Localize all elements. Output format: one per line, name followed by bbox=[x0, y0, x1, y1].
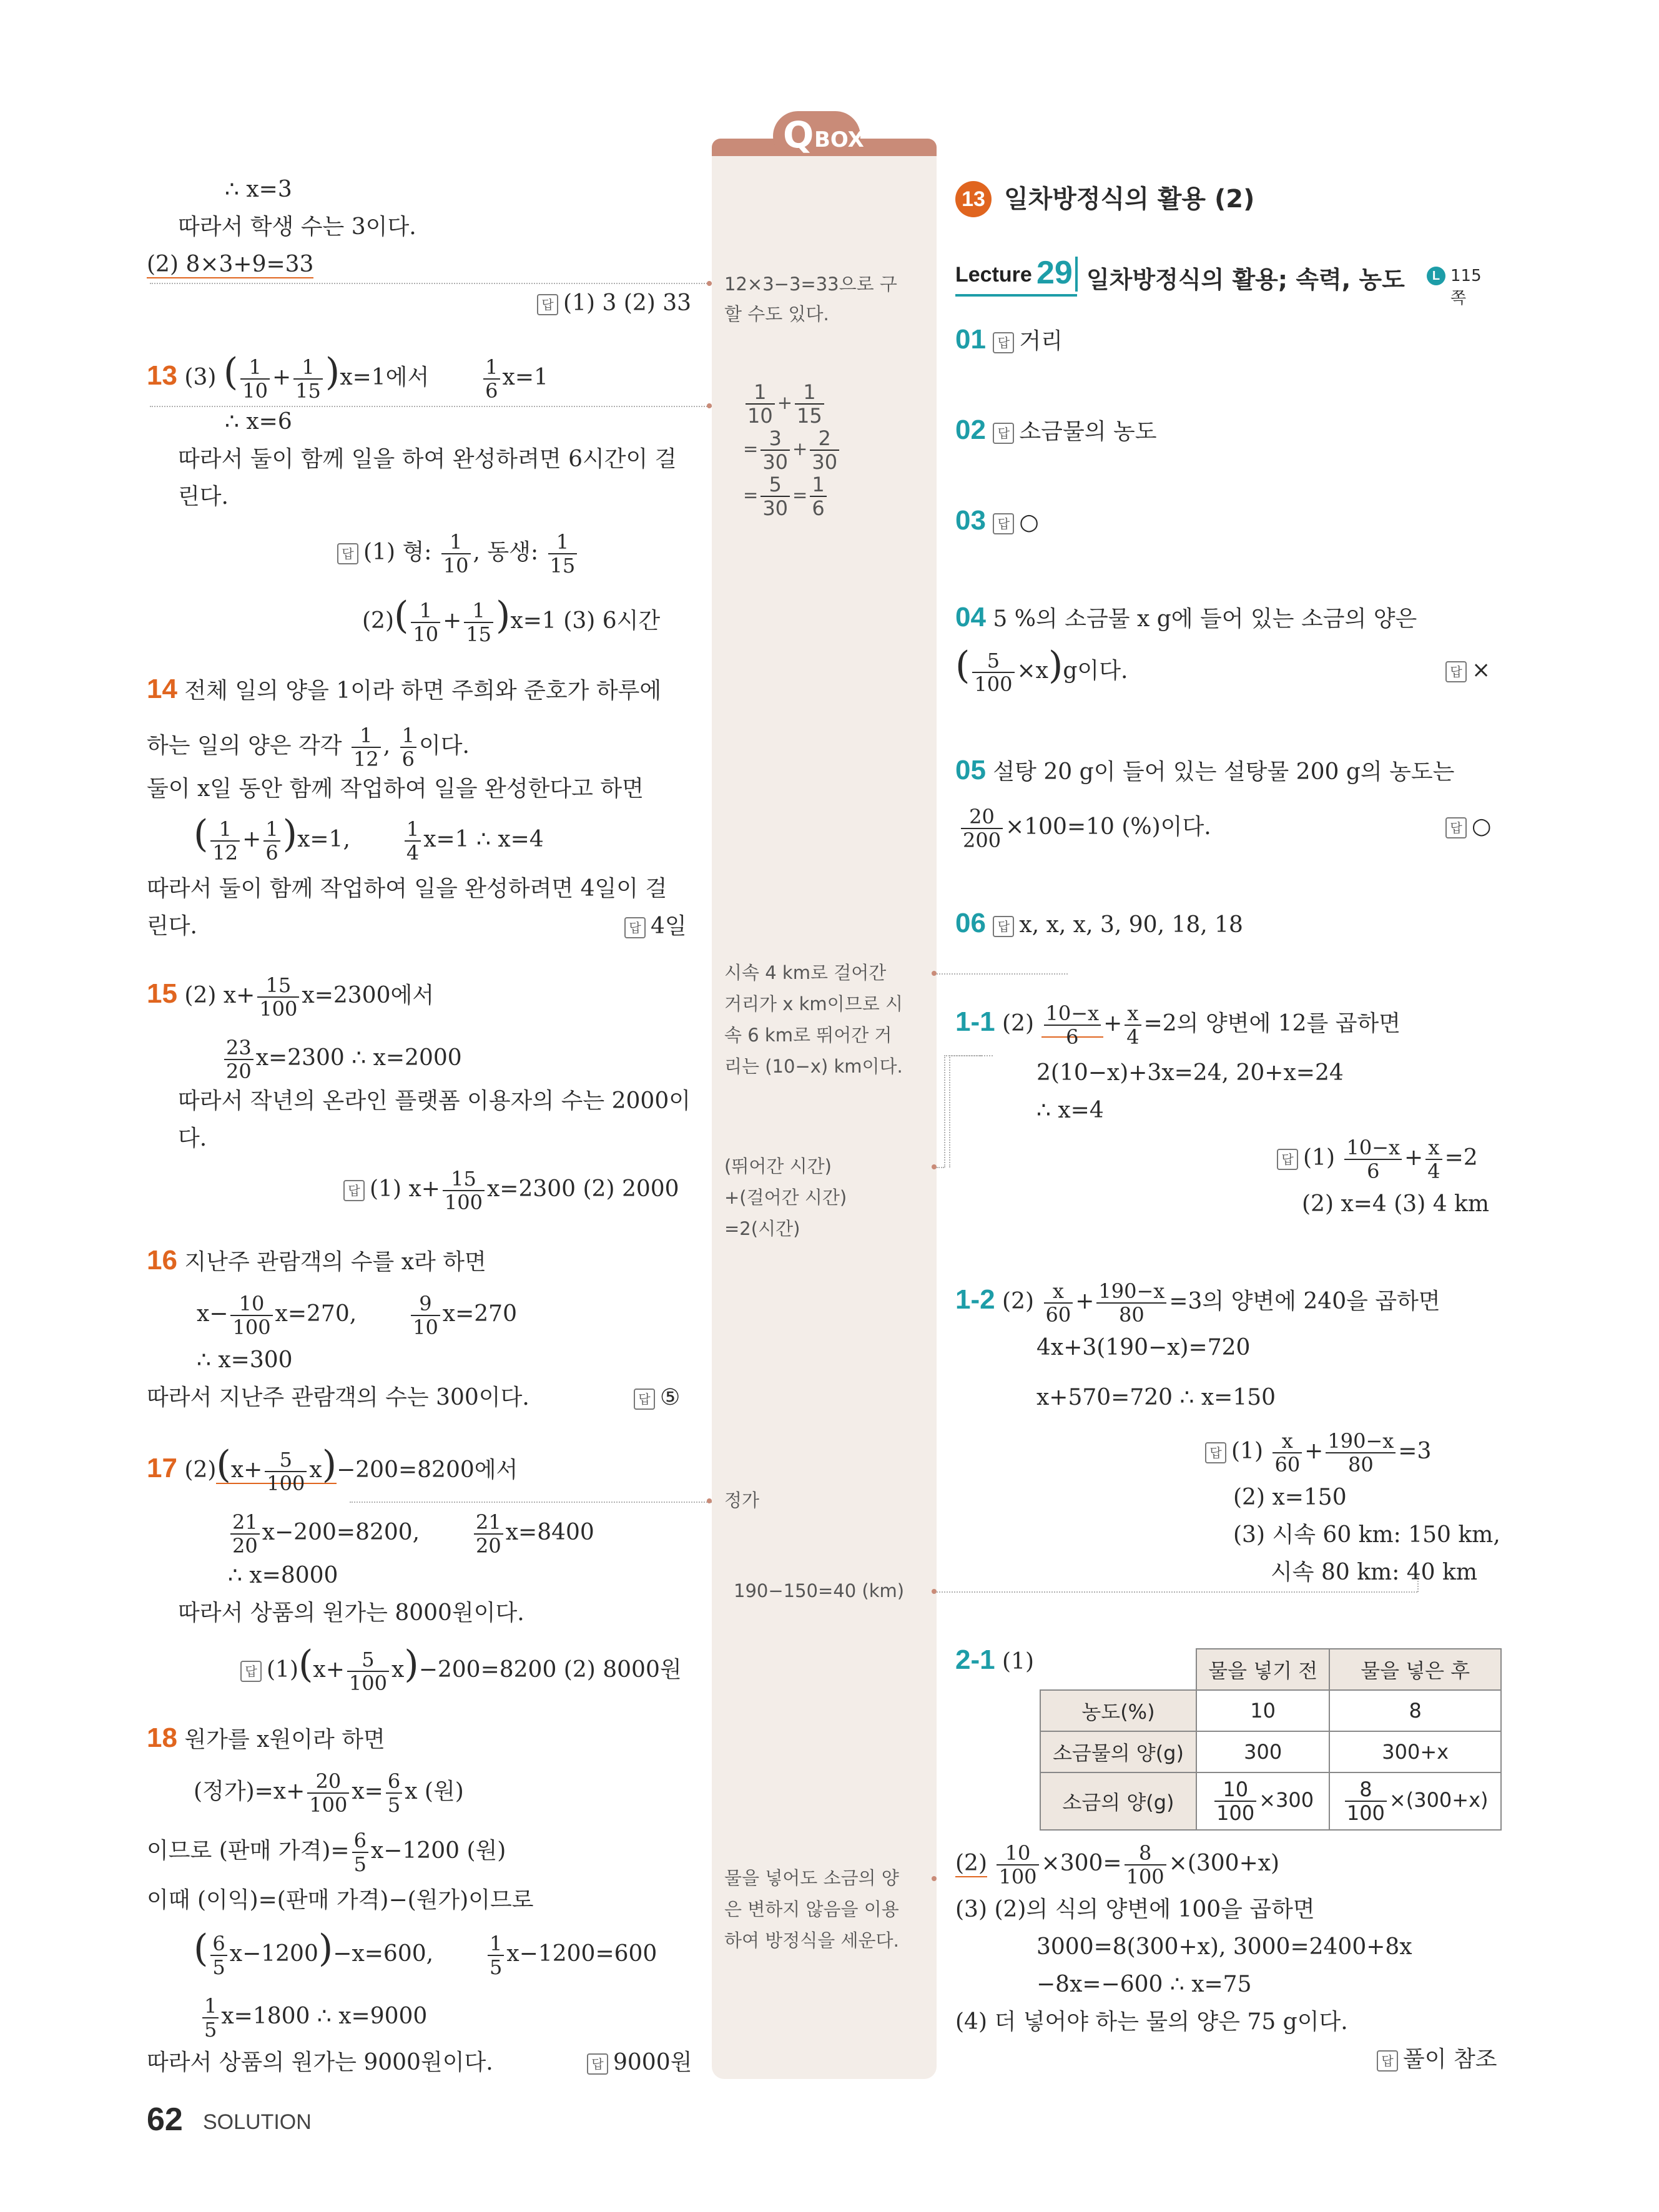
note-2: $\frac{1}{10}$ + $\frac{1}{15}$ = $\frac{3}{30}$ + $\frac{2}{30}$ = $\frac{5}{30}$ = $\frac{1}{6}$ bbox=[743, 381, 842, 519]
p15-e: 다. bbox=[178, 1126, 207, 1151]
p13-g-line bbox=[337, 531, 579, 577]
p18-a: 원가를 x원이라 하면 bbox=[184, 1727, 385, 1752]
p21-e: (3) (2)의 식의 양변에 100을 곱하면 bbox=[955, 1897, 1315, 1922]
note-dot bbox=[707, 403, 712, 408]
q06-number: 06 bbox=[955, 908, 986, 938]
qbox-badge bbox=[773, 111, 864, 161]
frac-5-100: $\frac{5}{100}$ bbox=[972, 649, 1014, 696]
p18-j-line bbox=[200, 1995, 427, 2041]
frac-1-10: $\frac{1}{10}$ bbox=[240, 356, 270, 402]
problem-18-line1 bbox=[147, 1723, 385, 1755]
q05-number: 05 bbox=[955, 755, 986, 785]
frac-15-100: $\frac{15}{100}$ bbox=[443, 1167, 485, 1214]
p16-f: 따라서 지난주 관람객의 수는 300이다. bbox=[147, 1385, 529, 1410]
p18-b: (정가)=x+ bbox=[194, 1779, 305, 1804]
note-6-leader bbox=[937, 1591, 1417, 1593]
q04-number: 04 bbox=[955, 602, 986, 632]
frac-5-100: $\frac{5}{100}$ bbox=[347, 1648, 389, 1694]
p16-d: x=270 bbox=[442, 1301, 517, 1327]
note-3b: 거리가 x km이므로 시 bbox=[724, 993, 903, 1015]
p16-b-line bbox=[197, 1292, 517, 1339]
table-header: 물을 넣기 전 bbox=[1196, 1649, 1329, 1690]
a02: 소금물의 농도 bbox=[1019, 419, 1157, 445]
lecture-page: 115쪽 bbox=[1450, 267, 1482, 308]
p17-underlined: (x+ $\frac{5}{100}$ x) bbox=[216, 1443, 337, 1495]
note-dot bbox=[707, 1498, 712, 1503]
left-l4-text: (1) 3 (2) 33 bbox=[563, 290, 692, 316]
p21-h: (4) 더 넣어야 하는 물의 양은 75 g이다. bbox=[955, 2009, 1348, 2035]
p17-c: x−200=8200, bbox=[262, 1520, 420, 1545]
note-dot bbox=[932, 1164, 937, 1169]
p11-c: 2(10−x)+3x=24, 20+x=24 bbox=[1036, 1060, 1344, 1086]
note-4c: =2(시간) bbox=[724, 1218, 800, 1239]
answer-mark: 답 bbox=[587, 2053, 608, 2075]
p21-a: (1) bbox=[1002, 1649, 1035, 1674]
note-6: 190−150=40 (km) bbox=[734, 1580, 905, 1601]
p18-l-line bbox=[587, 2048, 692, 2078]
p14-b-line: 하는 일의 양은 각각 $\frac{1}{12}$ , $\frac{1}{6}$ 이다. bbox=[147, 724, 470, 771]
p18-l: 9000원 bbox=[613, 2050, 692, 2075]
problem-13-number: 13 bbox=[147, 360, 177, 391]
q04-b-line: ( $\frac{5}{100}$ ×x)g이다. bbox=[955, 644, 1128, 696]
p15-d: 따라서 작년의 온라인 플랫폼 이용자의 수는 2000이 bbox=[178, 1088, 691, 1114]
note-7a: 물을 넣어도 소금의 양 bbox=[724, 1867, 899, 1889]
p17-g: (1) bbox=[267, 1657, 298, 1683]
p11-g: (2) x=4 (3) 4 km bbox=[1302, 1191, 1489, 1217]
p12-a: (2) bbox=[1002, 1289, 1035, 1314]
p14-b: 하는 일의 양은 각각 bbox=[147, 733, 342, 759]
left-l1: ∴ x=3 bbox=[225, 177, 292, 202]
table-row bbox=[1040, 1731, 1501, 1772]
p12-line: 1-2 (2) $\frac{x}{60}$ + $\frac{190-x}{80}$ =3의 양변에 240을 곱하면 bbox=[955, 1279, 1440, 1327]
qbox-box: BOX bbox=[814, 127, 864, 152]
q05-b: ×100=10 (%)이다. bbox=[1005, 814, 1211, 840]
p15-a: (2) x+ bbox=[184, 983, 255, 1008]
note-1b: 할 수도 있다. bbox=[724, 303, 829, 325]
answer-mark: 답 bbox=[993, 423, 1014, 444]
left-l4 bbox=[537, 288, 691, 318]
p18-k: 따라서 상품의 원가는 9000원이다. bbox=[147, 2050, 493, 2075]
p18-f: x−1200 (원) bbox=[370, 1838, 506, 1864]
table-row-label: 소금의 양(g) bbox=[1040, 1772, 1196, 1830]
p11-a: (2) bbox=[1002, 1011, 1035, 1036]
p13-j: x=1 (3) 6시간 bbox=[510, 608, 661, 634]
p17-leader bbox=[350, 1502, 712, 1503]
p14-e: x=1, bbox=[297, 827, 350, 852]
frac-6-5: $\frac{6}{5}$ bbox=[210, 1932, 227, 1979]
problem-14-line1 bbox=[147, 674, 661, 706]
p18-b-line bbox=[194, 1770, 464, 1816]
answer-mark: 답 bbox=[1205, 1442, 1226, 1463]
frac-190mx-80: $\frac{190-x}{80}$ bbox=[1096, 1280, 1166, 1326]
p17-h: −200=8200 (2) 8000원 bbox=[418, 1657, 682, 1683]
table-row bbox=[1040, 1649, 1501, 1690]
note-dot bbox=[707, 281, 712, 286]
p16-a: 지난주 관람객의 수를 x라 하면 bbox=[184, 1249, 486, 1275]
a01: 거리 bbox=[1019, 328, 1063, 354]
q05-line bbox=[955, 755, 1454, 787]
frac-6-5: $\frac{6}{5}$ bbox=[386, 1770, 402, 1816]
answer-mark: 답 bbox=[1277, 1149, 1298, 1170]
table-cell: 300 bbox=[1196, 1731, 1329, 1772]
answer-mark: 답 bbox=[1445, 661, 1467, 682]
table-row-label: 소금물의 양(g) bbox=[1040, 1731, 1196, 1772]
answer-mark: 답 bbox=[537, 294, 558, 315]
table-cell bbox=[1329, 1772, 1501, 1830]
p13-d: ∴ x=6 bbox=[225, 409, 292, 435]
p13-c: x=1 bbox=[502, 365, 548, 390]
frac-1-10: $\frac{1}{10}$ bbox=[746, 381, 775, 427]
p17-f: 따라서 상품의 원가는 8000원이다. bbox=[178, 1600, 524, 1626]
p11-e-line: 답 (1) $\frac{10-x}{6}$ + $\frac{x}{4}$ =2 bbox=[1277, 1136, 1478, 1182]
p12-i-text: 시속 80 km: 40 km bbox=[1271, 1560, 1477, 1585]
p17-b: −200=8200에서 bbox=[337, 1457, 518, 1483]
table-cell-text: ×(300+x) bbox=[1389, 1788, 1489, 1812]
frac-23-20: $\frac{23}{20}$ bbox=[224, 1036, 254, 1083]
table-row bbox=[1040, 1690, 1501, 1731]
frac-1-5: $\frac{1}{5}$ bbox=[488, 1932, 504, 1979]
problem-13-line1: 13 (3) ( $\frac{1}{10}$ + $\frac{1}{15}$ )x=1에서 $\frac{1}{6}$ x=1 bbox=[147, 350, 548, 403]
p12-e: (1) bbox=[1231, 1438, 1263, 1464]
p18-e: 이므로 (판매 가격)= bbox=[147, 1838, 350, 1864]
answer-mark: 답 bbox=[1445, 817, 1467, 838]
p12-i bbox=[1271, 1558, 1477, 1588]
frac-10mx-6: $\frac{10-x}{6}$ bbox=[1344, 1136, 1402, 1182]
q01-line bbox=[955, 325, 1063, 356]
p14-d: 둘이 x일 동안 함께 작업하여 일을 완성한다고 하면 bbox=[147, 776, 644, 802]
frac-x-60: $\frac{x}{60}$ bbox=[1044, 1280, 1073, 1326]
problem-15-number: 15 bbox=[147, 978, 177, 1009]
concentration-table bbox=[1040, 1648, 1502, 1831]
p12-d: x+570=720 ∴ x=150 bbox=[1036, 1385, 1276, 1410]
table-cell: 8 bbox=[1329, 1690, 1501, 1731]
lecture-title: 일차방정식의 활용; 속력, 농도 bbox=[1086, 266, 1405, 293]
p15-f: (1) x+ bbox=[370, 1176, 440, 1202]
p21-f: 3000=8(300+x), 3000=2400+8x bbox=[1036, 1934, 1412, 1960]
frac-1-6: $\frac{1}{6}$ bbox=[263, 818, 280, 864]
left-l3 bbox=[147, 250, 313, 280]
page-number: 62 bbox=[147, 2101, 183, 2138]
p18-h: −x=600, bbox=[333, 1941, 434, 1967]
answer-mark: 답 bbox=[993, 513, 1014, 534]
frac-1-15: $\frac{1}{15}$ bbox=[293, 356, 323, 402]
p12-g: (2) x=150 bbox=[1233, 1485, 1347, 1510]
problem-17-line1 bbox=[147, 1443, 518, 1495]
p12-h: (3) 시속 60 km: 150 km, bbox=[1233, 1522, 1500, 1548]
note-1a: 12×3−3=33으로 구 bbox=[724, 273, 897, 295]
p16-c: x=270, bbox=[275, 1301, 357, 1327]
section-number: 13 bbox=[962, 187, 985, 211]
lecture-label: Lecture bbox=[955, 263, 1032, 287]
p14-a: 전체 일의 양을 1이라 하면 주희와 준호가 하루에 bbox=[184, 678, 662, 704]
p21-g: −8x=−600 ∴ x=75 bbox=[1036, 1972, 1252, 1997]
note-3a: 시속 4 km로 걸어간 bbox=[724, 962, 887, 983]
p14-e-line: ( $\frac{1}{12}$ + $\frac{1}{6}$ )x=1, $\frac{1}{4}$ x=1 ∴ x=4 bbox=[194, 812, 544, 865]
p11-underlined bbox=[1041, 1001, 1104, 1049]
p18-h-line: ( $\frac{6}{5}$ x−1200)−x=600, $\frac{1}{5}$ x−1200=600 bbox=[194, 1927, 657, 1979]
problem-18-number: 18 bbox=[147, 1723, 177, 1753]
note-7c: 하여 방정식을 세운다. bbox=[724, 1930, 899, 1951]
p14-h: 린다. bbox=[147, 913, 197, 939]
q04-a: 5 %의 소금물 x g에 들어 있는 소금의 양은 bbox=[993, 606, 1417, 632]
p11-e: (1) bbox=[1303, 1145, 1335, 1171]
lecture-underline bbox=[955, 294, 1077, 297]
frac-1-12: $\frac{1}{12}$ bbox=[210, 818, 240, 864]
table-row-label: 농도(%) bbox=[1040, 1690, 1196, 1731]
p11-line: 1-1 (2) $\frac{10-x}{6}$ + $\frac{x}{4}$ =2의 양변에 12를 곱하면 bbox=[955, 1001, 1401, 1049]
frac-21-20: $\frac{21}{20}$ bbox=[230, 1511, 260, 1557]
frac-x-4: $\frac{x}{4}$ bbox=[1125, 1002, 1141, 1048]
note-dot bbox=[932, 1589, 937, 1594]
p18-i: x−1200=600 bbox=[506, 1941, 657, 1967]
note-4a: (뛰어간 시간) bbox=[724, 1156, 832, 1177]
answer-mark: 답 bbox=[624, 917, 646, 938]
left-l3-text: (2) 8×3+9=33 bbox=[147, 252, 314, 277]
note-3-leader bbox=[937, 973, 1068, 975]
p11-number: 1-1 bbox=[955, 1006, 995, 1037]
note-5: 정가 bbox=[724, 1490, 760, 1511]
answer-mark: 답 bbox=[634, 1389, 655, 1410]
p17-c-line bbox=[228, 1511, 594, 1557]
p17-e: ∴ x=8000 bbox=[228, 1563, 338, 1588]
frac-10-100: $\frac{10}{100}$ bbox=[1214, 1778, 1256, 1824]
frac-1-6: $\frac{1}{6}$ bbox=[810, 473, 826, 519]
frac-5-30: $\frac{5}{30}$ bbox=[761, 473, 790, 519]
lecture-number: 29 bbox=[1036, 255, 1073, 291]
frac-1-10: $\frac{1}{10}$ bbox=[441, 531, 471, 577]
p15-f-line bbox=[343, 1167, 679, 1214]
problem-15-line1 bbox=[147, 974, 434, 1020]
frac-10-100: $\frac{10}{100}$ bbox=[230, 1292, 272, 1339]
frac-1-15: $\frac{1}{15}$ bbox=[548, 531, 578, 577]
frac-10mx-6: $\frac{10-x}{6}$ bbox=[1044, 1002, 1101, 1048]
p15-c: x=2300 ∴ x=2000 bbox=[255, 1045, 462, 1071]
q05-a: 설탕 20 g이 들어 있는 설탕물 200 g의 농도는 bbox=[993, 759, 1455, 785]
p21-number: 2-1 bbox=[955, 1644, 995, 1675]
p12-f: =3 bbox=[1398, 1438, 1432, 1464]
note-3c: 속 6 km로 뛰어간 거 bbox=[724, 1025, 892, 1046]
a05: ○ bbox=[1472, 814, 1492, 839]
frac-20-100: $\frac{20}{100}$ bbox=[307, 1770, 349, 1816]
q03-line bbox=[955, 506, 1039, 538]
p21-b-line bbox=[955, 1842, 1279, 1888]
p16-e: ∴ x=300 bbox=[197, 1347, 293, 1373]
p15-c-line bbox=[222, 1036, 462, 1083]
frac-1-10: $\frac{1}{10}$ bbox=[411, 599, 440, 646]
p13-a: (3) bbox=[184, 365, 217, 390]
problem-16-line1 bbox=[147, 1246, 486, 1277]
frac-10-100: $\frac{10}{100}$ bbox=[997, 1842, 1038, 1888]
p11-vleader bbox=[949, 1055, 950, 1167]
table-cell-text: ×300 bbox=[1259, 1788, 1314, 1812]
footer-label: SOLUTION bbox=[203, 2110, 312, 2134]
p11-d: ∴ x=4 bbox=[1036, 1098, 1104, 1123]
p18-e-line bbox=[147, 1829, 506, 1875]
p18-g: 이때 (이익)=(판매 가격)−(원가)이므로 bbox=[147, 1887, 534, 1913]
frac-9-10: $\frac{9}{10}$ bbox=[411, 1292, 440, 1339]
p17-g-line: 답 (1)(x+ $\frac{5}{100}$ x)−200=8200 (2) 8000원 bbox=[240, 1648, 682, 1694]
p14-g: 따라서 둘이 함께 작업하여 일을 완성하려면 4일이 걸 bbox=[147, 876, 667, 902]
frac-5-100: $\frac{5}{100}$ bbox=[265, 1448, 307, 1495]
frac-1-5: $\frac{1}{5}$ bbox=[202, 1995, 219, 2041]
q05-b-line bbox=[958, 805, 1211, 852]
frac-x-4: $\frac{x}{4}$ bbox=[1425, 1136, 1442, 1182]
p13-e: 따라서 둘이 함께 일을 하여 완성하려면 6시간이 걸 bbox=[178, 446, 677, 472]
p11-hleader bbox=[949, 1055, 993, 1056]
p21-d: ×(300+x) bbox=[1168, 1851, 1280, 1876]
p18-c: x= bbox=[352, 1779, 383, 1804]
p17-a: (2) bbox=[184, 1457, 217, 1483]
p14-i-line bbox=[624, 912, 687, 941]
p16-g-line bbox=[634, 1383, 680, 1413]
answer-mark: 답 bbox=[993, 332, 1014, 353]
lecture-page-icon-letter: L bbox=[1432, 269, 1440, 283]
q04-b: g이다. bbox=[1063, 658, 1128, 684]
frac-3-30: $\frac{3}{30}$ bbox=[761, 427, 790, 473]
q04-line bbox=[955, 602, 1417, 634]
answer-mark: 답 bbox=[337, 543, 358, 564]
p21-i: 풀이 참조 bbox=[1403, 2047, 1497, 2072]
p13-f: 린다. bbox=[178, 484, 229, 509]
answer-mark: 답 bbox=[993, 916, 1014, 937]
frac-8-100: $\frac{8}{100}$ bbox=[1345, 1778, 1387, 1824]
note-dot bbox=[932, 971, 937, 976]
p13-g: (1) 형: bbox=[363, 539, 432, 565]
frac-6-5: $\frac{6}{5}$ bbox=[352, 1829, 368, 1875]
p14-c: 이다. bbox=[418, 733, 470, 759]
q01-number: 01 bbox=[955, 324, 986, 355]
a05-line bbox=[1445, 812, 1491, 842]
frac-1-12: $\frac{1}{12}$ bbox=[352, 724, 381, 770]
p21-b: (2) bbox=[955, 1851, 987, 1876]
a04-line bbox=[1445, 656, 1490, 686]
note-7b: 은 변하지 않음을 이용 bbox=[724, 1899, 899, 1920]
note-4-leader bbox=[937, 1167, 944, 1168]
lecture-page-icon bbox=[1427, 267, 1445, 285]
p16-b: x− bbox=[197, 1301, 229, 1327]
frac-15-100: $\frac{15}{100}$ bbox=[257, 974, 299, 1020]
p12-b: =3의 양변에 240을 곱하면 bbox=[1169, 1289, 1440, 1314]
table-header: 물을 넣은 후 bbox=[1329, 1649, 1501, 1690]
left-l2: 따라서 학생 수는 3이다. bbox=[178, 214, 416, 240]
a03: ○ bbox=[1019, 509, 1039, 535]
p15-g: x=2300 (2) 2000 bbox=[486, 1176, 679, 1202]
problem-16-number: 16 bbox=[147, 1245, 177, 1276]
note-4-vleader bbox=[944, 1055, 945, 1167]
frac-190mx-80: $\frac{190-x}{80}$ bbox=[1326, 1430, 1396, 1476]
p12-number: 1-2 bbox=[955, 1284, 995, 1315]
a06: x, x, x, 3, 90, 18, 18 bbox=[1019, 912, 1243, 938]
p13-i: (2) bbox=[362, 608, 394, 634]
p13-i-line: (2)( $\frac{1}{10}$ + $\frac{1}{15}$ )x=1 (3) 6시간 bbox=[362, 594, 661, 646]
q03-number: 03 bbox=[955, 505, 986, 536]
p14-f: x=1 ∴ x=4 bbox=[423, 827, 544, 852]
p13-b: x=1에서 bbox=[340, 365, 430, 390]
p21-i-line bbox=[1377, 2045, 1497, 2075]
answer-mark: 답 bbox=[343, 1180, 365, 1201]
note-3d: 리는 (10−x) km이다. bbox=[724, 1056, 903, 1077]
frac-1-4: $\frac{1}{4}$ bbox=[405, 818, 421, 864]
frac-1-15: $\frac{1}{15}$ bbox=[795, 381, 824, 427]
answer-mark: 답 bbox=[240, 1661, 262, 1682]
p21-underlined bbox=[955, 1851, 987, 1877]
p11-f: =2 bbox=[1444, 1145, 1478, 1171]
frac-2-30: $\frac{2}{30}$ bbox=[810, 427, 839, 473]
frac-20-200: $\frac{20}{200}$ bbox=[961, 805, 1003, 852]
section-title: 일차방정식의 활용 (2) bbox=[1004, 185, 1255, 214]
table-row bbox=[1040, 1772, 1501, 1830]
note-dot bbox=[932, 1876, 937, 1881]
q06-line bbox=[955, 908, 1243, 940]
frac-1-6: $\frac{1}{6}$ bbox=[483, 356, 500, 402]
problem-17-number: 17 bbox=[147, 1453, 177, 1483]
problem-14-number: 14 bbox=[147, 674, 177, 704]
p15-b: x=2300에서 bbox=[302, 983, 435, 1008]
frac-8-100: $\frac{8}{100}$ bbox=[1125, 1842, 1166, 1888]
lecture-bar bbox=[955, 253, 1492, 308]
frac-1-6: $\frac{1}{6}$ bbox=[400, 724, 416, 770]
p17-d: x=8400 bbox=[505, 1520, 594, 1545]
p12-c: 4x+3(190−x)=720 bbox=[1036, 1335, 1251, 1360]
lecture-divider bbox=[1075, 257, 1078, 292]
p13-h: , 동생: bbox=[473, 539, 539, 565]
left-l3-leader bbox=[150, 283, 712, 284]
p18-d: x (원) bbox=[405, 1779, 464, 1804]
table-cell bbox=[1196, 1772, 1329, 1830]
p11-b: =2의 양변에 12를 곱하면 bbox=[1143, 1011, 1401, 1036]
p12-e-line: 답 (1) $\frac{x}{60}$ + $\frac{190-x}{80}$ =3 bbox=[1205, 1430, 1431, 1476]
answer-mark: 답 bbox=[1377, 2050, 1398, 2072]
section-badge bbox=[955, 181, 992, 217]
note-4b: +(걸어간 시간) bbox=[724, 1187, 847, 1208]
qbox-q: Q bbox=[783, 114, 814, 156]
p21-line bbox=[955, 1645, 1034, 1677]
a04: × bbox=[1472, 657, 1491, 683]
table-cell: 10 bbox=[1196, 1690, 1329, 1731]
frac-x-60: $\frac{x}{60}$ bbox=[1273, 1430, 1302, 1476]
table-cell: 300+x bbox=[1329, 1731, 1501, 1772]
p14-i: 4일 bbox=[651, 913, 687, 939]
frac-1-15: $\frac{1}{15}$ bbox=[464, 599, 493, 646]
p16-g: ⑤ bbox=[660, 1385, 681, 1410]
frac-21-20: $\frac{21}{20}$ bbox=[474, 1511, 503, 1557]
p18-j: x=1800 ∴ x=9000 bbox=[221, 2003, 428, 2029]
q02-number: 02 bbox=[955, 415, 986, 445]
q02-line bbox=[955, 415, 1157, 447]
p21-c: ×300= bbox=[1041, 1851, 1122, 1876]
